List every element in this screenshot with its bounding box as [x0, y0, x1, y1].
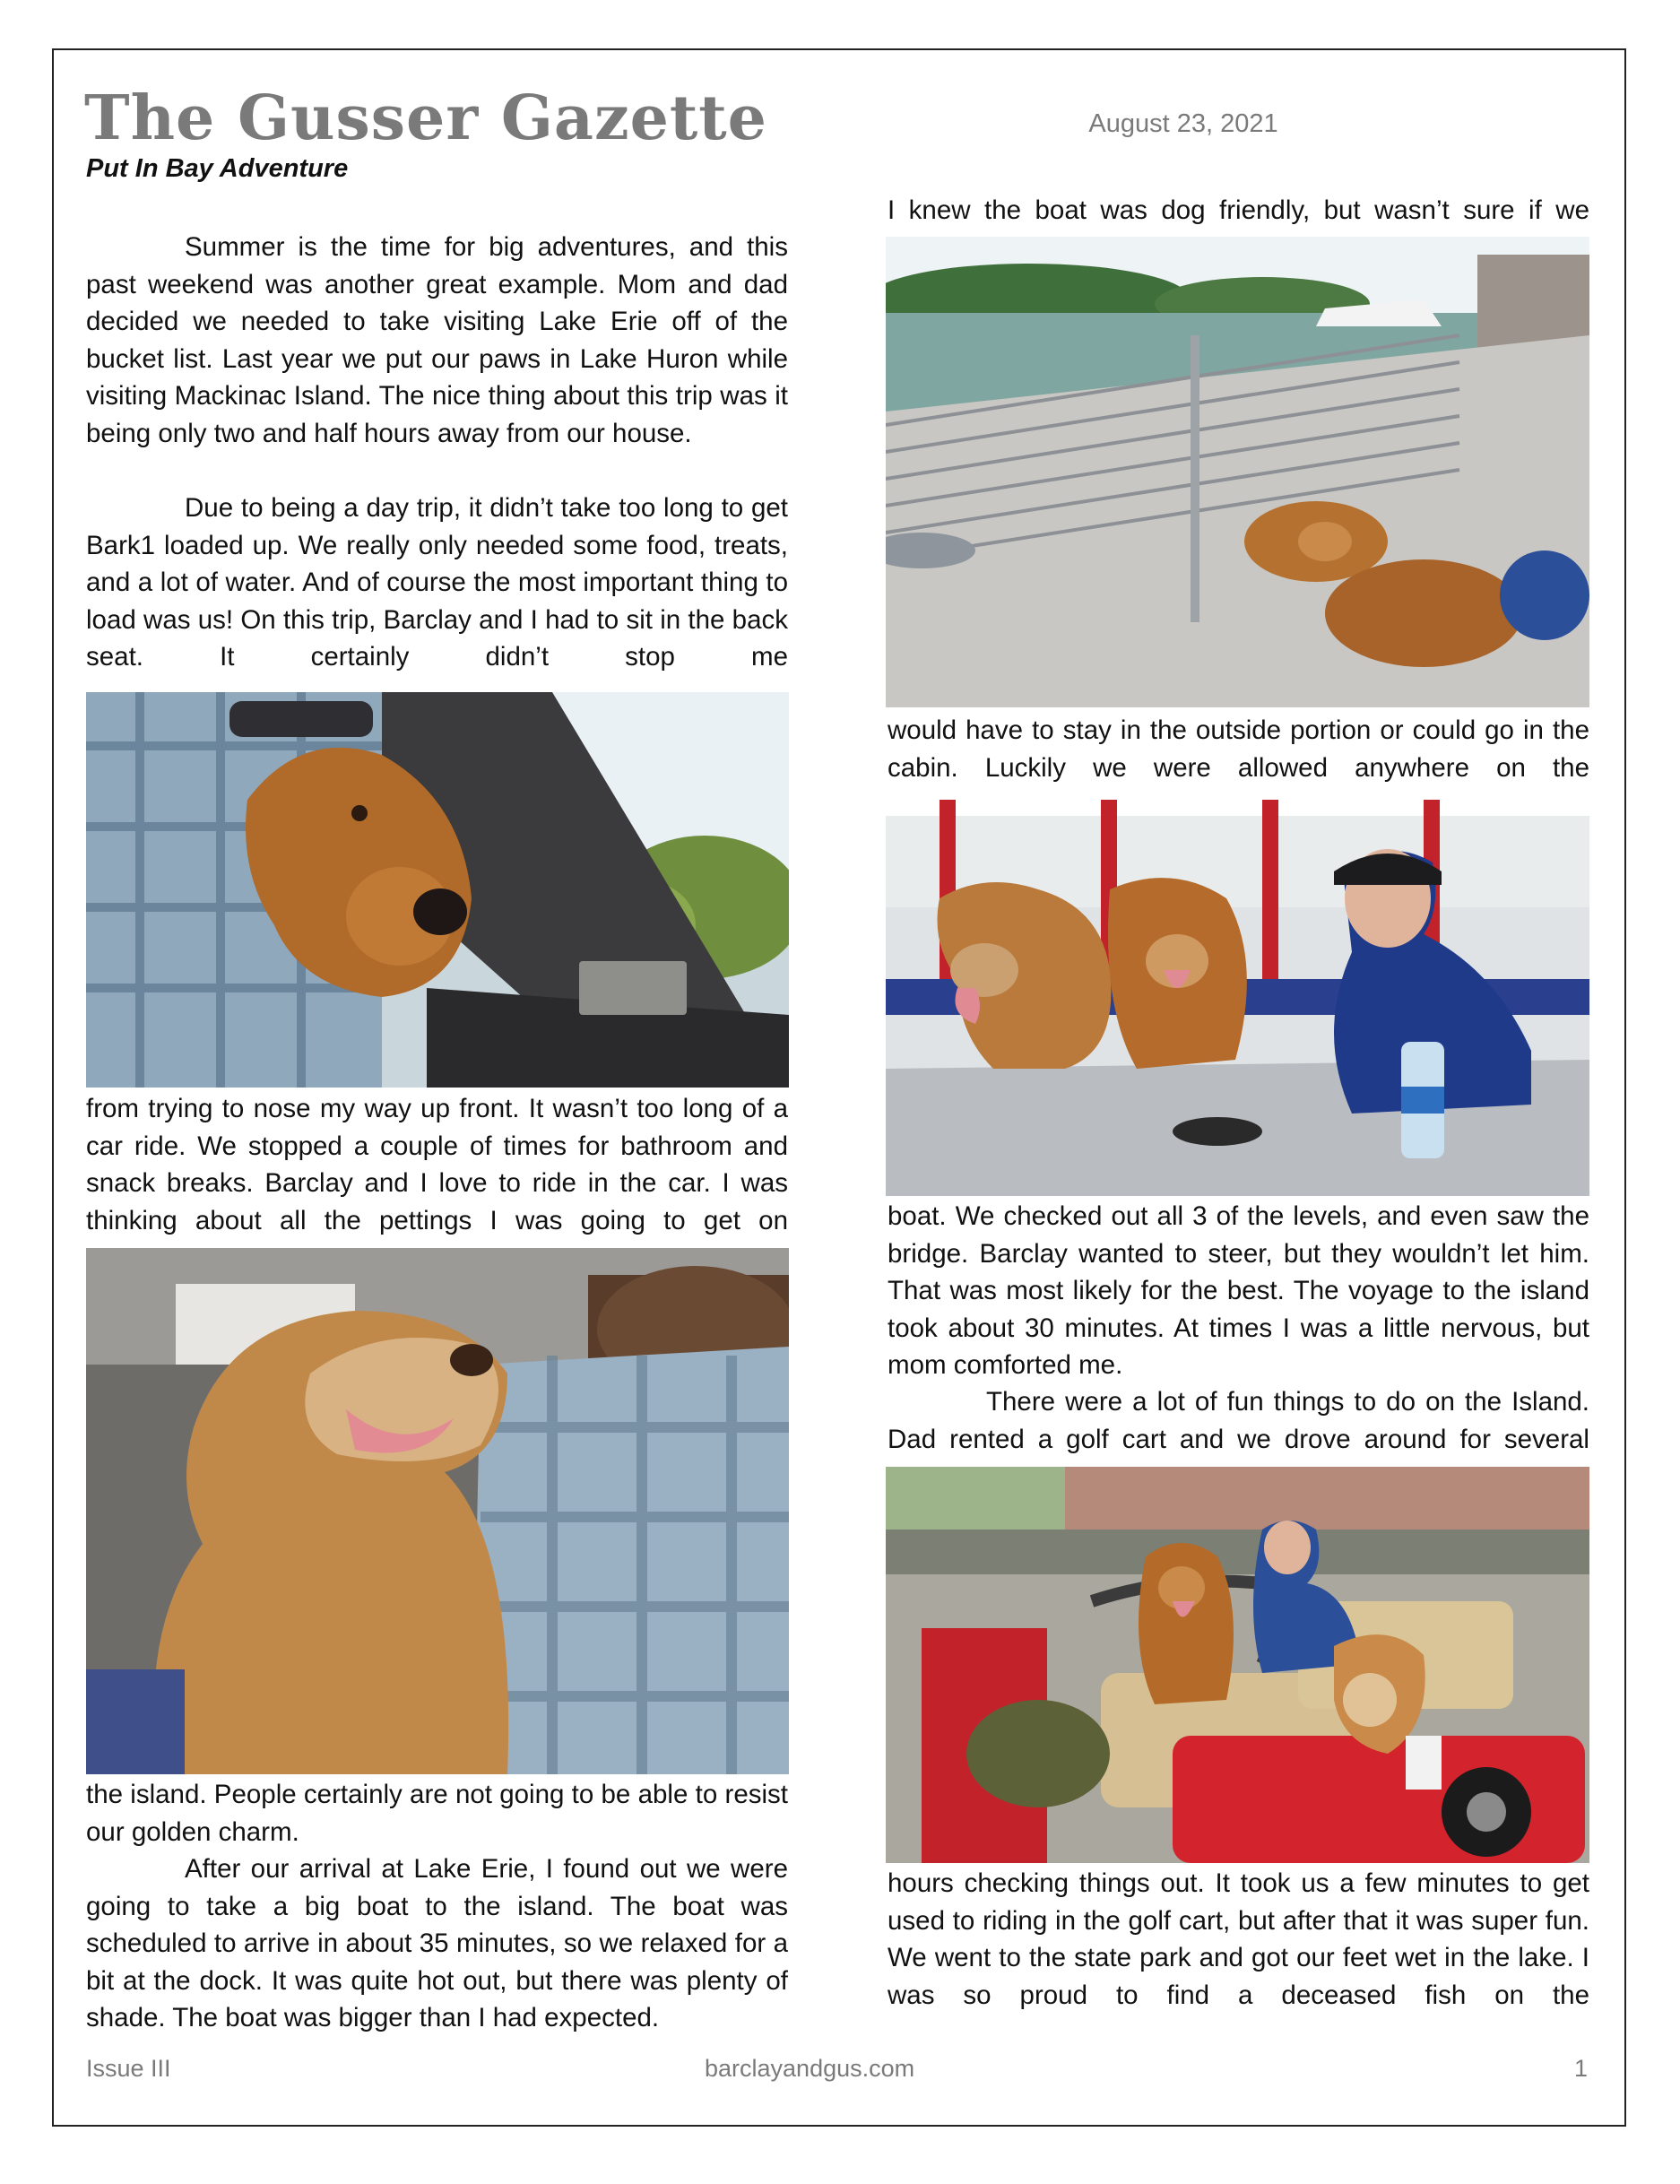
article-paragraph: I knew the boat was dog friendly, but wasn’t sure if we [888, 195, 1589, 225]
article-paragraph: Due to being a day trip, it didn’t take too long to get Bark1 loaded up. We really only needed some food, treats, and a lot of water. And of course the most important thing to load was us! On this trip, Barclay and I had to sit in the back seat. It certainly didn’t stop me [86, 493, 788, 672]
article-paragraph: would have to stay in the outside portion or could go in the cabin. Luckily we were allowed anywhere on the [888, 715, 1589, 783]
newsletter-title: The Gusser Gazette [84, 82, 767, 154]
article-paragraph: the island. People certainly are not going to be able to resist our golden charm. [86, 1780, 788, 1847]
photo-dogs-in-golf-cart [886, 1467, 1589, 1863]
article-paragraph: hours checking things out. It took us a few minutes to get used to riding in the golf cart, but after that it was super fun. We went to the state park and got our feet wet in the lake. I was so proud to find a deceased fish on the [888, 1868, 1589, 2010]
article-paragraph: from trying to nose my way up front. It wasn’t too long of a car ride. We stopped a couple of times for bathroom and snack breaks. Barclay and I love to ride in the car. I was thinking about all the pettings I was going to get on [86, 1094, 788, 1235]
article-paragraph: Summer is the time for big adventures, and this past weekend was another great example. Mom and dad decided we needed to take visiting Lake Erie off of the bucket list. Last year we put our paws in Lake Huron while visiting Mackinac Island. The nice thing about this trip was it being only two and half hours away from our house. [86, 232, 788, 448]
photo-dogs-on-boat [886, 800, 1589, 1196]
page-number: 1 [1574, 2055, 1589, 2082]
issue-number: Issue III [86, 2055, 171, 2082]
article-title: Put In Bay Adventure [86, 154, 349, 183]
article-paragraph: There were a lot of fun things to do on the Island. Dad rented a golf cart and we drove around for several [888, 1387, 1589, 1454]
photo-dogs-on-dock [886, 237, 1589, 707]
issue-date: August 23, 2021 [1088, 109, 1278, 138]
website-link[interactable]: barclayandgus.com [705, 2055, 915, 2082]
photo-dog-in-car-window [86, 692, 789, 1088]
article-paragraph: After our arrival at Lake Erie, I found out we were going to take a big boat to the island. The boat was scheduled to arrive in about 35 minutes, so we relaxed for a bit at the dock. It was quite hot out, but there was plenty of shade. The boat was bigger than I had expected. [86, 1854, 788, 2032]
photo-dog-in-backseat [86, 1248, 789, 1774]
article-paragraph: boat. We checked out all 3 of the levels, and even saw the bridge. Barclay wanted to steer, but they wouldn’t let him. That was most likely for the best. The voyage to the island took about 30 minutes. At times I was a little nervous, but mom comforted me. [888, 1201, 1589, 1380]
